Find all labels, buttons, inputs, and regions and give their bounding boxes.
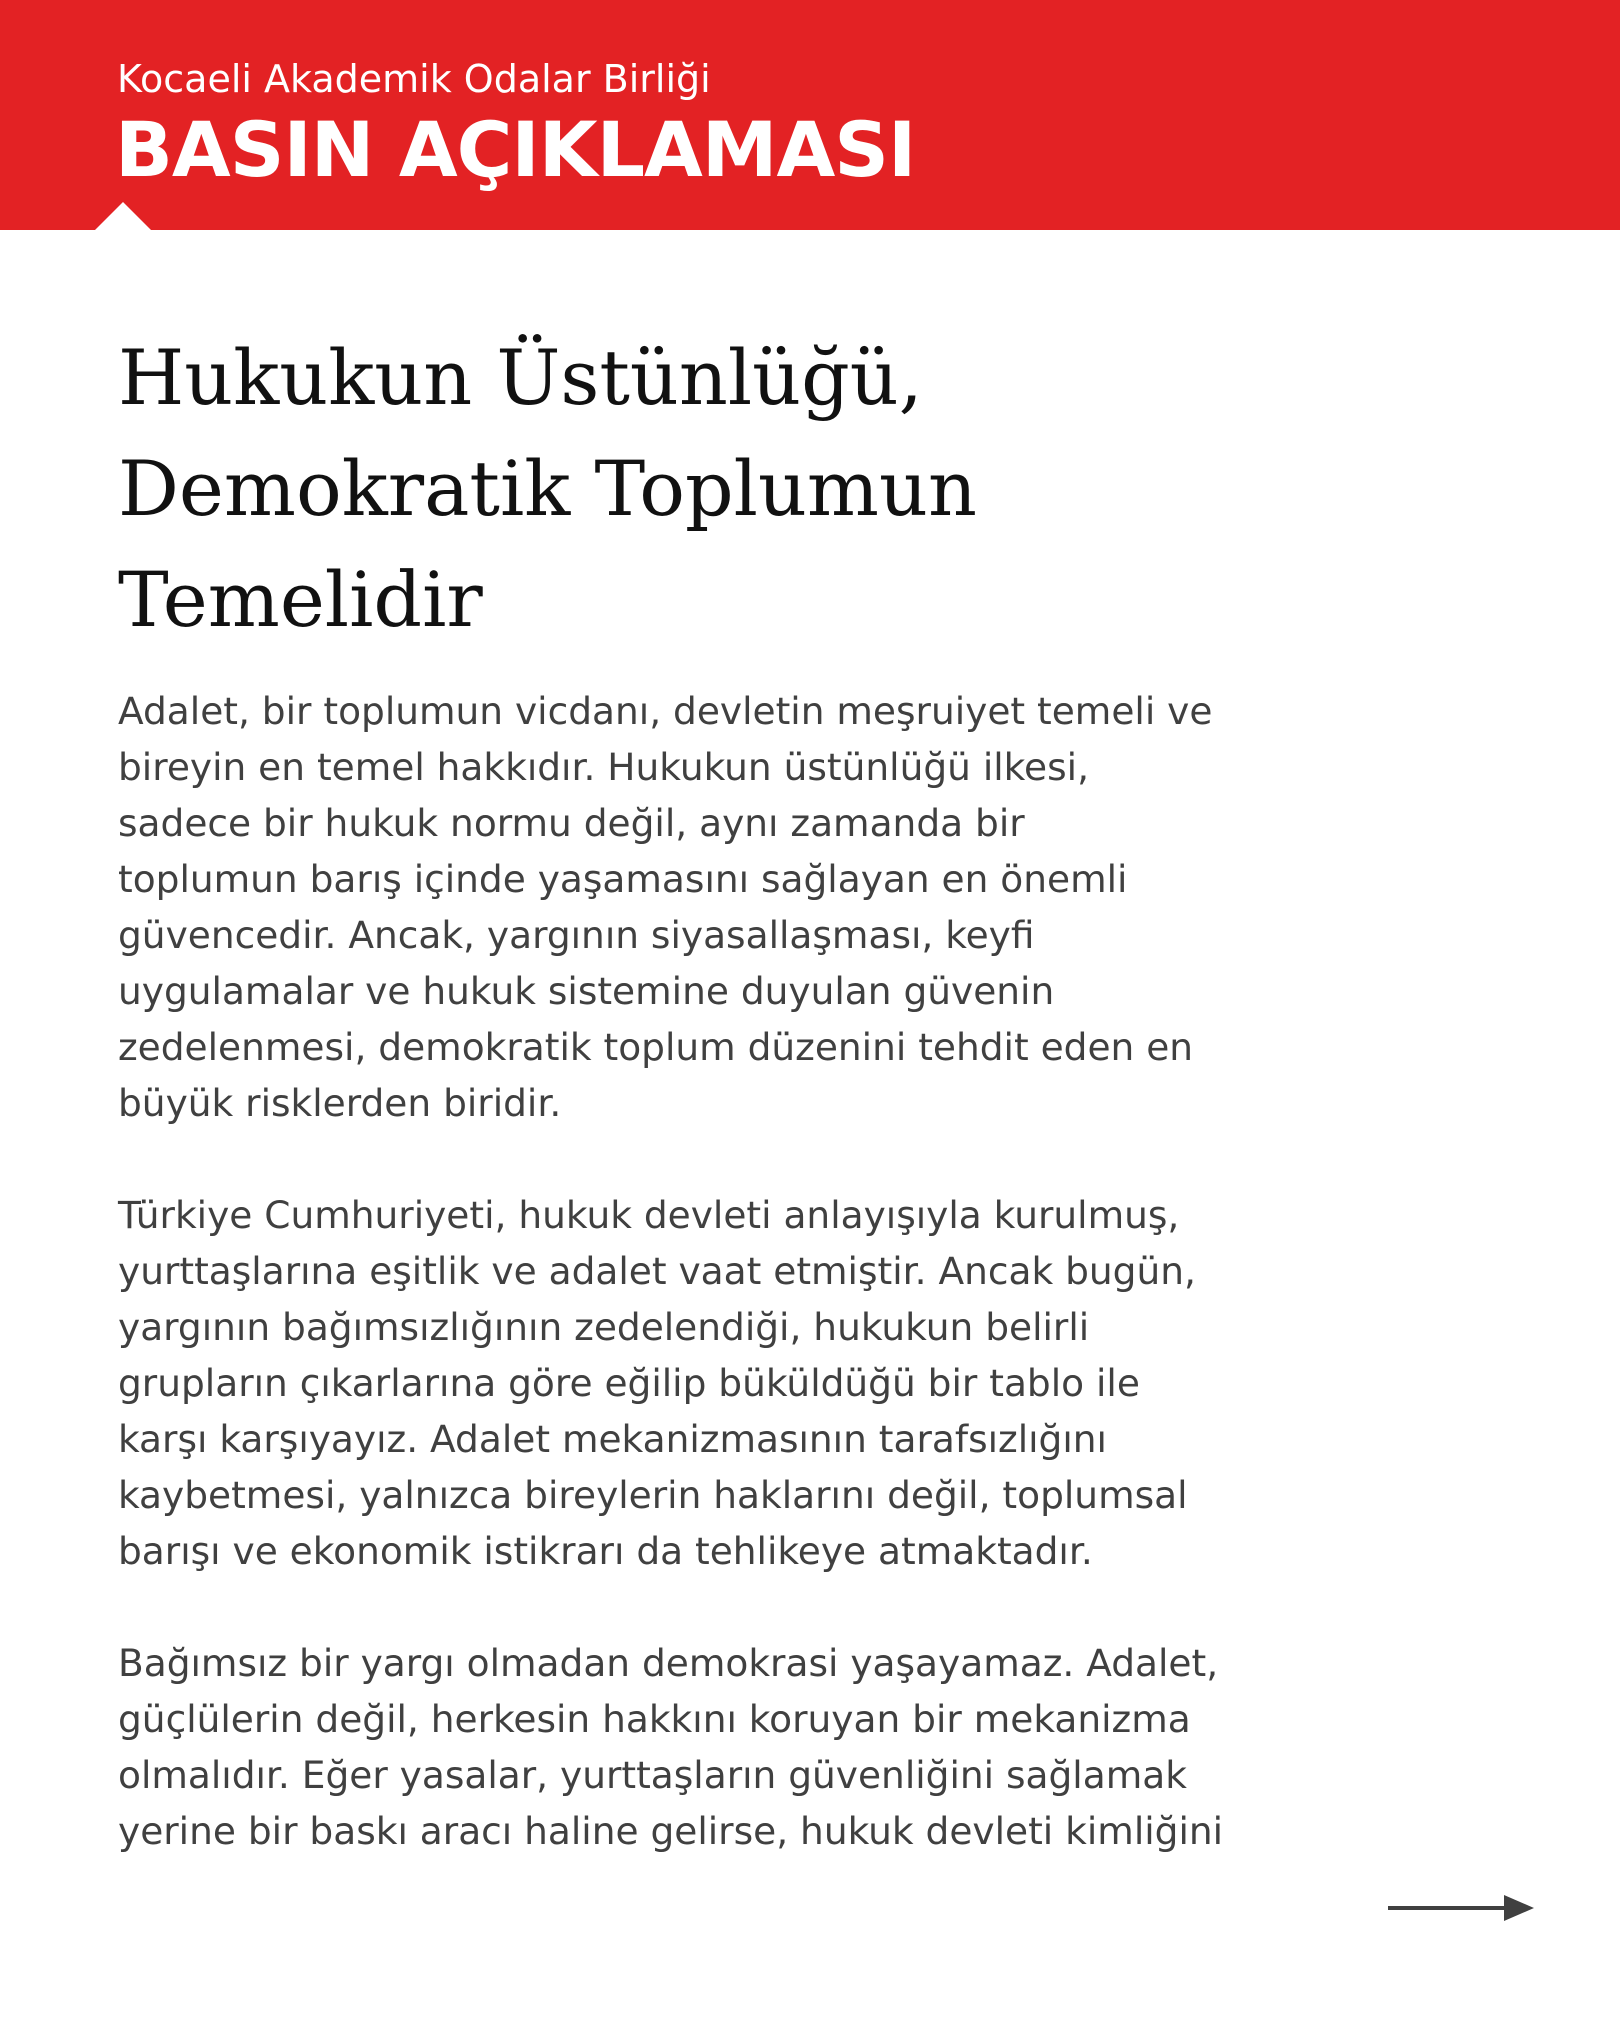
body-line: Adalet, bir toplumun vicdanı, devletin meşruiyet temeli ve [118,689,1213,733]
body-line: zedelenmesi, demokratik toplum düzenini tehdit eden en [118,1025,1194,1069]
body-line: karşı karşıyayız. Adalet mekanizmasının tarafsızlığını [118,1417,1107,1461]
body-line: yerine bir baskı aracı haline gelirse, hukuk devleti kimliğini [118,1809,1224,1853]
body-line: yargının bağımsızlığının zedelendiği, hukukun belirli [118,1305,1090,1349]
body-line: grupların çıkarlarına göre eğilip büküldüğü bir tablo ile [118,1361,1140,1405]
headline-line: Demokratik Toplumun [118,444,977,533]
body-text [118,683,1518,1915]
headline-line: Temelidir [118,555,483,644]
header-notch [95,202,151,230]
arrow-right-icon[interactable] [1386,1892,1536,1924]
body-line: Türkiye Cumhuriyeti, hukuk devleti anlayışıyla kurulmuş, [118,1193,1180,1237]
body-line: Bağımsız bir yargı olmadan demokrasi yaşayamaz. Adalet, [118,1641,1219,1685]
document-type-title: BASIN AÇIKLAMASI [115,105,916,194]
body-line: güçlülerin değil, herkesin hakkını koruyan bir mekanizma [118,1697,1191,1741]
paragraph-3 [118,1635,1518,1859]
headline-line: Hukukun Üstünlüğü, [118,333,923,422]
organization-name: Kocaeli Akademik Odalar Birliği [117,57,711,101]
body-line: olmalıdır. Eğer yasalar, yurttaşların güvenliğini sağlamak [118,1753,1187,1797]
body-line: barışı ve ekonomik istikrarı da tehlikeye atmaktadır. [118,1529,1093,1573]
body-line: bireyin en temel hakkıdır. Hukukun üstünlüğü ilkesi, [118,745,1089,789]
paragraph-1 [118,683,1518,1131]
body-line: kaybetmesi, yalnızca bireylerin haklarını değil, toplumsal [118,1473,1188,1517]
body-line: büyük risklerden biridir. [118,1081,562,1125]
body-line: toplumun barış içinde yaşamasını sağlayan en önemli [118,857,1128,901]
body-line: güvencedir. Ancak, yargının siyasallaşması, keyfi [118,913,1035,957]
header-banner [0,0,1620,230]
headline [118,322,1458,655]
body-line: yurttaşlarına eşitlik ve adalet vaat etmiştir. Ancak bugün, [118,1249,1196,1293]
body-line: uygulamalar ve hukuk sistemine duyulan güvenin [118,969,1055,1013]
arrow-head [1504,1895,1534,1921]
paragraph-2 [118,1187,1518,1579]
body-line: sadece bir hukuk normu değil, aynı zamanda bir [118,801,1025,845]
